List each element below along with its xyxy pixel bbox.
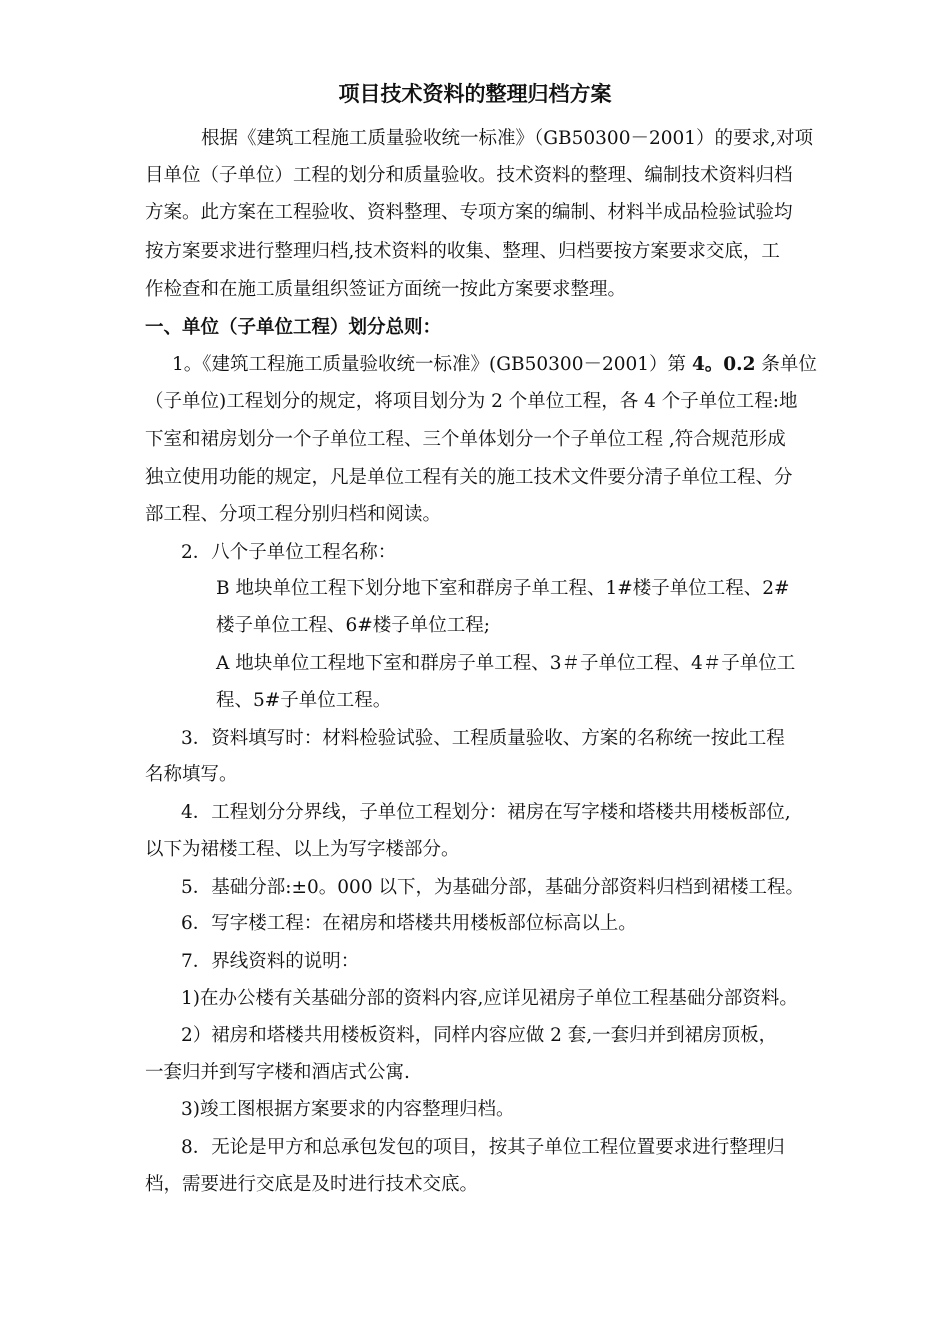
item-8-line: 档，需要进行交底是及时进行技术交底。	[145, 1174, 479, 1195]
item-1-line: 下室和裙房划分一个子单位工程、三个单体划分一个子单位工程 ,符合规范形成	[145, 429, 786, 450]
item-2-b-line: 楼子单位工程、6#楼子单位工程;	[216, 615, 491, 636]
item-4-line: 以下为裙楼工程、以上为写字楼部分。	[145, 839, 460, 860]
intro-line: 按方案要求进行整理归档,技术资料的收集、整理、归档要按方案要求交底，工	[145, 241, 780, 262]
item-1-line: 部工程、分项工程分别归档和阅读。	[145, 504, 442, 525]
section-heading: 一、单位（子单位工程）划分总则：	[145, 317, 442, 338]
intro-line: 目单位（子单位）工程的划分和质量验收。技术资料的整理、编制技术资料归档	[145, 165, 793, 186]
item-5: 5．基础分部:±0。000 以下，为基础分部，基础分部资料归档到裙楼工程。	[181, 877, 804, 898]
item-3-line: 名称填写。	[145, 764, 238, 785]
item-7-sub-3: 3)竣工图根据方案要求的内容整理归档。	[181, 1099, 515, 1120]
item-2: 2．八个子单位工程名称：	[181, 542, 397, 563]
item-7-sub-2-line: 2）裙房和塔楼共用楼板资料，同样内容应做 2 套,一套归并到裙房顶板，	[181, 1025, 778, 1046]
item-7: 7．界线资料的说明：	[181, 951, 360, 972]
clause-number: 4。0.2	[691, 354, 756, 375]
item-2-a-line: A 地块单位工程地下室和群房子单工程、3＃子单位工程、4＃子单位工	[216, 653, 796, 674]
intro-line: 作检查和在施工质量组织签证方面统一按此方案要求整理。	[145, 279, 627, 300]
item-2-a-line: 程、5#子单位工程。	[216, 690, 392, 711]
item-7-sub-1: 1)在办公楼有关基础分部的资料内容,应详见裙房子单位工程基础分部资料。	[181, 988, 798, 1009]
item-1-text: 1。《建筑工程施工质量验收统一标准》(GB50300－2001）第	[172, 354, 692, 375]
item-1-line: （子单位)工程划分的规定，将项目划分为 2 个单位工程，各 4 个子单位工程:地	[145, 391, 798, 412]
item-2-b-line: B 地块单位工程下划分地下室和群房子单工程、1#楼子单位工程、2#	[216, 578, 790, 599]
item-1-line: 独立使用功能的规定，凡是单位工程有关的施工技术文件要分清子单位工程、分	[145, 467, 793, 488]
item-1-line	[172, 353, 817, 377]
item-4-line: 4．工程划分分界线，子单位工程划分：裙房在写字楼和塔楼共用楼板部位,	[181, 802, 791, 823]
item-1-text: 条单位	[755, 354, 817, 375]
item-3-line: 3．资料填写时：材料检验试验、工程质量验收、方案的名称统一按此工程	[181, 728, 785, 749]
item-8-line: 8．无论是甲方和总承包发包的项目，按其子单位工程位置要求进行整理归	[181, 1137, 785, 1158]
intro-line: 方案。此方案在工程验收、资料整理、专项方案的编制、材料半成品检验试验均	[145, 202, 793, 223]
item-7-sub-2-line: 一套归并到写字楼和酒店式公寓.	[145, 1062, 410, 1083]
item-6: 6．写字楼工程：在裙房和塔楼共用楼板部位标高以上。	[181, 913, 637, 934]
intro-line: 根据《建筑工程施工质量验收统一标准》（GB50300－2001）的要求,对项	[201, 128, 813, 149]
document-title: 项目技术资料的整理归档方案	[338, 81, 612, 106]
